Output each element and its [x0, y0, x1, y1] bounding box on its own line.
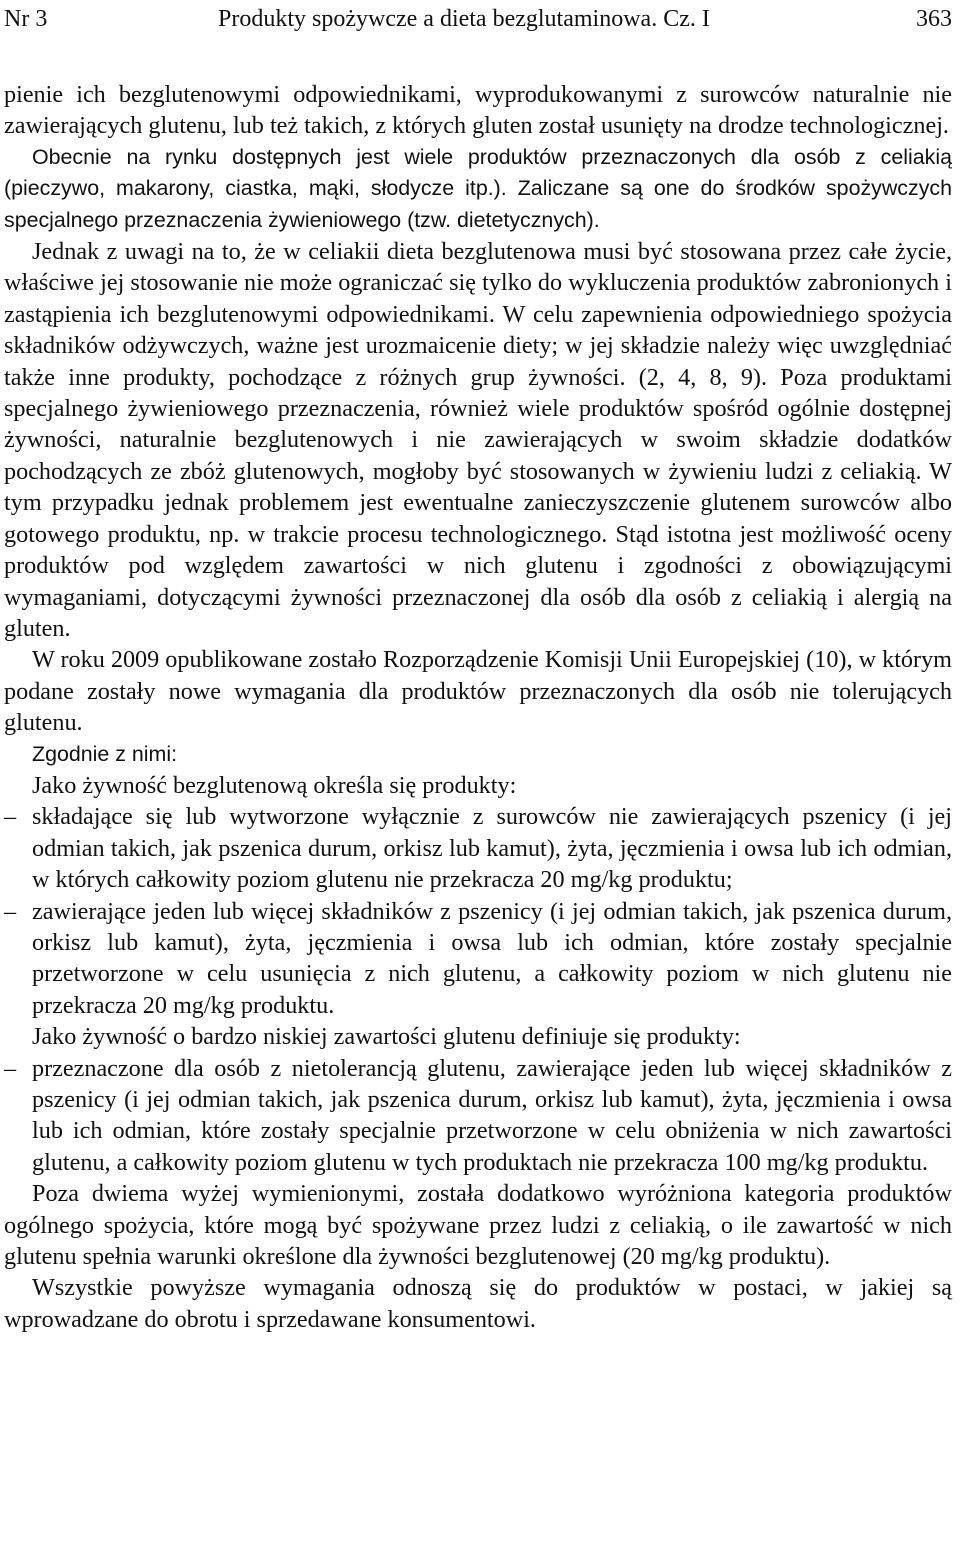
issue-number: Nr 3 — [4, 6, 48, 32]
list-item-text: przeznaczone dla osób z nietolerancją glutenu, zawierające jeden lub więcej składników z pszenicy (i jej odmian takich, jak pszenica durum, orkisz lub kamut), żyta, jęczmienia i owsa lub ich odmian, które zostały specjalnie przetworzone w celu obniżenia w nich zawartości glutenu, a całkowity poziom glutenu w tych produktach nie przekracza 100 mg/kg produktu. — [32, 1054, 952, 1176]
list-item — [4, 896, 952, 1022]
page-number: 363 — [916, 6, 952, 32]
running-header — [4, 2, 952, 36]
list-item — [4, 1053, 952, 1179]
dash-bullet: – — [4, 803, 17, 831]
list-item-text: składające się lub wytworzone wyłącznie z surowców nie zawierających pszenicy (i jej odmian takich, jak pszenica durum, orkisz lub kamut), żyta, jęczmienia i owsa lub ich odmian, w których całkowity poziom glutenu nie przekracza 20 mg/kg produktu; — [32, 803, 952, 894]
gluten-free-list — [4, 801, 952, 1021]
paragraph-general-category: Poza dwiema wyżej wymienionymi, została dodatkowo wyróżniona kategoria produktów ogólnego spożycia, które mogą być spożywane przez ludzi z celiakią, o ile zawartość w nich glutenu spełnia warunki określone dla żywności bezglutenowej (20 mg/kg produktu). — [4, 1180, 952, 1271]
paragraph-very-low-definition: Jako żywność o bardzo niskiej zawartości glutenu definiuje się produkty: — [32, 1023, 741, 1051]
dash-bullet: – — [4, 897, 17, 925]
dash-bullet: – — [4, 1054, 17, 1082]
paragraph-according-to: Zgodnie z nimi: — [32, 741, 178, 766]
paragraph-gluten-free-definition: Jako żywność bezglutenową określa się produkty: — [32, 771, 517, 799]
article-body — [4, 79, 952, 1335]
list-item-text: zawierające jeden lub więcej składników z pszenicy (i jej odmian takich, jak pszenica durum, orkisz lub kamut), żyta, jęczmienia i owsa lub ich odmian, które zostały specjalnie przetworzone w celu usunięcia z nich glutenu, a całkowity poziom w nich glutenu nie przekracza 20 mg/kg produktu. — [32, 897, 952, 1019]
paragraph-requirements-scope: Wszystkie powyższe wymagania odnoszą się do produktów w postaci, w jakiej są wprowadzane do obrotu i sprzedawane konsumentowi. — [4, 1274, 952, 1333]
paragraph-diet-variety: Jednak z uwagi na to, że w celiakii dieta bezglutenowa musi być stosowana przez całe życie, właściwe jej stosowanie nie może ograniczać się tylko do wykluczenia produktów zabronionych i zastąpienia ich bezglutenowymi odpowiednikami. W celu zapewnienia odpowiedniego spożycia składników odżywczych, ważne jest urozmaicenie diety; w jej składzie należy więc uwzględniać także inne produkty, pochodzące z różnych grup żywności. (2, 4, 8, 9). Poza produktami specjalnego żywieniowego przeznaczenia, również wiele produktów spośród ogólnie dostępnej żywności, naturalnie bezglutenowych i nie zawierających w swoim składzie dodatków pochodzących ze zbóż glutenowych, mogłoby być stosowanych w żywieniu ludzi z celiakią. W tym przypadku jednak problemem jest ewentualne zanieczyszczenie glutenem surowców albo gotowego produktu, np. w trakcie procesu technologicznego. Stąd istotna jest możliwość oceny produktów pod względem zawartości w nich glutenu i zgodności z obowiązującymi wymaganiami, dotyczącymi żywności przeznaczonej dla osób dla osób z celiakią i alergią na gluten. — [4, 238, 952, 642]
running-title: Produkty spożywcze a dieta bezglutaminowa. Cz. I — [218, 6, 710, 32]
paragraph-continuation: pienie ich bezglutenowymi odpowiednikami, wyprodukowanymi z surowców naturalnie nie zawierających glutenu, lub też takich, z których gluten został usunięty na drodze technologicznej. — [4, 81, 952, 140]
paragraph-market-products: Obecnie na rynku dostępnych jest wiele produktów przeznaczonych dla osób z celiakią (pieczywo, makarony, ciastka, mąki, słodycze itp.). Zaliczane są one do środków spożywczych specjalnego przeznaczenia żywieniowego (tzw. dietetycznych). — [4, 144, 952, 232]
list-item — [4, 801, 952, 895]
paragraph-regulation: W roku 2009 opublikowane zostało Rozporządzenie Komisji Unii Europejskiej (10), w którym podane zostały nowe wymagania dla produktów przeznaczonych dla osób nie tolerujących glutenu. — [4, 646, 952, 737]
very-low-gluten-list — [4, 1053, 952, 1179]
